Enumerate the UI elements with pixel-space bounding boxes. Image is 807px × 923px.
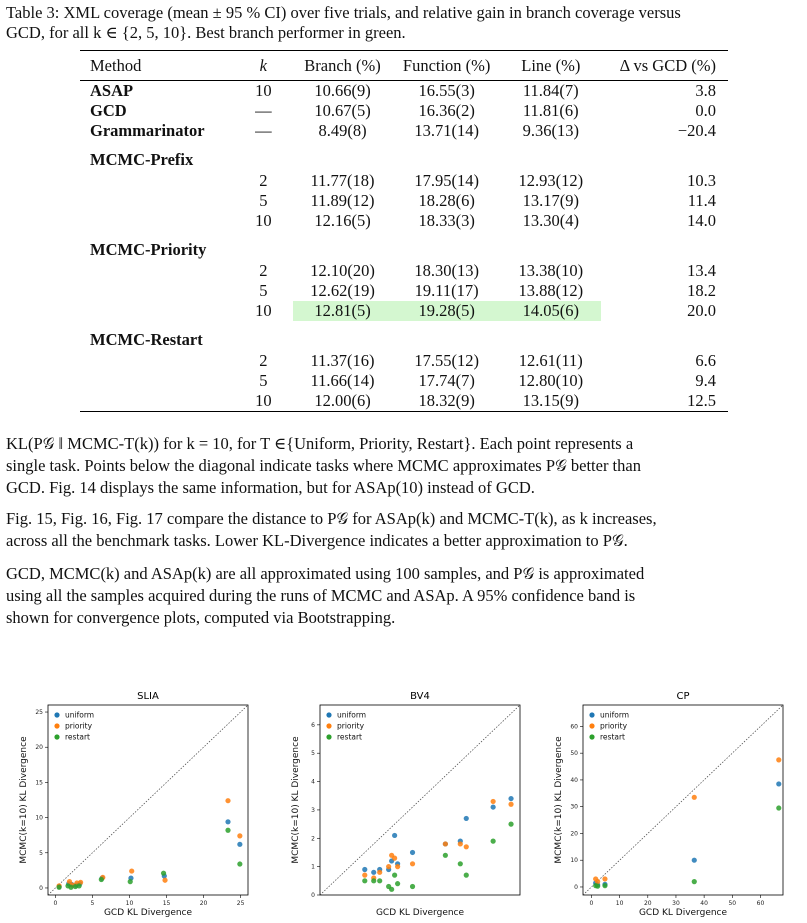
cell-method: ASAP <box>90 81 134 100</box>
paragraph-1 <box>6 433 804 499</box>
data-point-uniform <box>776 781 781 786</box>
legend-label-uniform: uniform <box>65 710 95 720</box>
cell-function: 18.30(13) <box>414 261 479 280</box>
table-row <box>80 391 728 412</box>
cell-k: 10 <box>255 301 272 320</box>
data-point-uniform <box>491 804 496 809</box>
cell-branch: 10.67(5) <box>314 101 371 120</box>
data-point-restart <box>395 881 400 886</box>
legend-label-uniform: uniform <box>600 710 630 720</box>
y-axis-label: MCMC(k=10) KL Divergence <box>291 736 301 864</box>
p3-line-2: using all the samples acquired during the runs of MCMC and ASAp. A 95% confidence band is <box>6 586 636 605</box>
legend-marker-restart <box>326 734 331 739</box>
results-table <box>80 50 728 412</box>
y-tick-label: 60 <box>570 723 578 731</box>
cell-method <box>80 191 234 211</box>
plot-cp <box>545 680 795 923</box>
cell-k: 5 <box>259 281 268 300</box>
cell-delta: 6.6 <box>695 351 716 370</box>
data-point-priority <box>225 798 230 803</box>
spacer-row <box>80 321 728 329</box>
data-point-restart <box>410 884 415 889</box>
y-tick-label: 2 <box>311 835 315 843</box>
cell-line: 9.36(13) <box>522 121 579 140</box>
cell-line: 13.15(9) <box>501 391 600 412</box>
cell-method <box>80 301 234 321</box>
y-tick-label: 40 <box>570 776 578 784</box>
table-caption <box>6 3 804 43</box>
cell-k: — <box>255 101 272 120</box>
data-point-priority <box>410 861 415 866</box>
table-header-row <box>80 51 728 81</box>
chart-title: CP <box>676 691 690 702</box>
cell-branch: 12.00(6) <box>293 391 392 412</box>
legend-marker-priority <box>326 723 331 728</box>
x-tick-label: 15 <box>162 900 171 907</box>
data-point-priority <box>362 873 367 878</box>
y-tick-label: 0 <box>574 883 578 891</box>
x-tick-label: 0 <box>53 900 58 907</box>
data-point-priority <box>162 878 167 883</box>
data-point-priority <box>392 856 397 861</box>
data-point-restart <box>57 885 62 890</box>
y-tick-label: 3 <box>311 806 315 814</box>
y-axis-label: MCMC(k=10) KL Divergence <box>554 736 564 864</box>
data-point-uniform <box>225 819 230 824</box>
cell-delta: 0.0 <box>695 101 716 120</box>
cell-k: 10 <box>234 391 293 412</box>
p3-line-3: shown for convergence plots, computed via Bootstrapping. <box>6 608 396 627</box>
y-tick-label: 15 <box>35 779 43 787</box>
data-point-restart <box>128 879 133 884</box>
data-point-restart <box>602 883 607 888</box>
table-row <box>80 211 728 231</box>
data-point-uniform <box>508 796 513 801</box>
cell-delta: 18.2 <box>687 281 716 300</box>
cell-delta: 20.0 <box>687 301 716 320</box>
data-point-restart <box>389 887 394 892</box>
legend-label-priority: priority <box>65 721 93 731</box>
group-name: MCMC-Restart <box>90 330 203 349</box>
spacer-row <box>80 231 728 239</box>
cell-line: 13.38(10) <box>518 261 584 280</box>
data-point-priority <box>443 841 448 846</box>
x-tick-label: 50 <box>728 900 737 907</box>
data-point-restart <box>776 805 781 810</box>
cell-method: GCD <box>90 101 127 120</box>
cell-k: 10 <box>255 81 272 100</box>
data-point-restart <box>458 861 463 866</box>
cell-line: 14.05(6) <box>501 301 600 321</box>
y-tick-label: 5 <box>311 750 315 758</box>
y-tick-label: 50 <box>570 750 578 758</box>
scatter-chart-slia <box>10 680 260 918</box>
data-point-restart <box>595 884 600 889</box>
header-line: Line (%) <box>501 51 600 81</box>
table-body <box>80 81 728 412</box>
cell-method <box>80 391 234 412</box>
cell-delta: 3.8 <box>695 81 716 100</box>
legend-marker-uniform <box>326 712 331 717</box>
y-tick-label: 20 <box>35 744 43 752</box>
data-point-restart <box>371 878 376 883</box>
data-point-priority <box>386 864 391 869</box>
cell-line: 13.17(9) <box>522 191 579 210</box>
cell-function: 16.55(3) <box>418 81 475 100</box>
data-point-priority <box>464 844 469 849</box>
data-point-restart <box>692 879 697 884</box>
x-tick-label: 60 <box>756 900 765 907</box>
legend-label-priority: priority <box>600 721 628 731</box>
cell-branch: 12.16(5) <box>314 211 371 230</box>
table-row <box>80 261 728 281</box>
x-tick-label: 30 <box>672 900 680 907</box>
cell-line: 12.80(10) <box>518 371 584 390</box>
x-tick-label: 20 <box>199 900 208 907</box>
p1-line-1: KL(P𝒢 ‖ MCMC-T(k)) for k = 10, for T ∈{Uniform, Priority, Restart}. Each point represents a <box>6 434 634 453</box>
legend-marker-priority <box>54 723 59 728</box>
data-point-priority <box>395 864 400 869</box>
y-tick-label: 10 <box>570 857 578 865</box>
cell-delta: 13.4 <box>687 261 716 280</box>
y-tick-label: 25 <box>35 709 43 717</box>
cell-branch: 11.89(12) <box>310 191 375 210</box>
cell-delta: 10.3 <box>687 171 716 190</box>
data-point-uniform <box>464 816 469 821</box>
cell-function: 18.33(3) <box>418 211 475 230</box>
cell-delta: 9.4 <box>695 371 716 390</box>
p2-line-2: across all the benchmark tasks. Lower KL-Divergence indicates a better approximation to P𝒢. <box>6 531 628 550</box>
p2-line-1: Fig. 15, Fig. 16, Fig. 17 compare the distance to P𝒢 for ASAp(k) and MCMC-T(k), as k increases, <box>6 509 657 528</box>
data-point-restart <box>99 877 104 882</box>
group-header-row <box>80 149 728 171</box>
cell-k: — <box>255 121 272 140</box>
legend-marker-restart <box>589 734 594 739</box>
data-point-restart <box>77 883 82 888</box>
cell-k: 2 <box>259 171 268 190</box>
cell-delta: 11.4 <box>687 191 716 210</box>
header-delta: Δ vs GCD (%) <box>601 51 728 81</box>
data-point-priority <box>377 870 382 875</box>
legend-label-restart: restart <box>600 732 626 742</box>
x-tick-label: 25 <box>236 900 245 907</box>
table-row <box>80 301 728 321</box>
p1-line-2: single task. Points below the diagonal indicate tasks where MCMC approximates P𝒢 better than <box>6 456 641 475</box>
cell-branch: 11.37(16) <box>310 351 375 370</box>
y-tick-label: 1 <box>311 863 315 871</box>
data-point-restart <box>508 822 513 827</box>
cell-function: 17.55(12) <box>414 351 479 370</box>
y-axis-label: MCMC(k=10) KL Divergence <box>19 736 29 864</box>
cell-function: 18.28(6) <box>418 191 475 210</box>
plot-bv4 <box>282 680 532 923</box>
data-point-restart <box>392 873 397 878</box>
data-point-priority <box>237 833 242 838</box>
header-function: Function (%) <box>392 51 501 81</box>
cell-method <box>80 211 234 231</box>
cell-k: 5 <box>259 371 268 390</box>
table-row <box>80 81 728 102</box>
y-tick-label: 30 <box>570 803 578 811</box>
table-row <box>80 121 728 141</box>
scatter-chart-bv4 <box>282 680 532 918</box>
cell-line: 12.93(12) <box>518 171 584 190</box>
cell-branch: 12.10(20) <box>310 261 375 280</box>
chart-title: BV4 <box>410 691 430 702</box>
cell-branch: 11.77(18) <box>310 171 375 190</box>
cell-k: 10 <box>255 211 272 230</box>
data-point-restart <box>464 873 469 878</box>
table-row <box>80 171 728 191</box>
caption-line-2: GCD, for all k ∈ {2, 5, 10}. Best branch performer in green. <box>6 23 406 42</box>
cell-line: 13.30(4) <box>522 211 579 230</box>
cell-function: 16.36(2) <box>418 101 475 120</box>
cell-function: 13.71(14) <box>414 121 479 140</box>
data-point-uniform <box>237 842 242 847</box>
cell-function: 17.95(14) <box>414 171 479 190</box>
p3-line-1: GCD, MCMC(k) and ASAp(k) are all approximated using 100 samples, and P𝒢 is approximated <box>6 564 645 583</box>
cell-branch: 10.66(9) <box>314 81 371 100</box>
data-point-uniform <box>362 867 367 872</box>
legend-label-restart: restart <box>65 732 91 742</box>
cell-method <box>80 261 234 281</box>
data-point-priority <box>692 795 697 800</box>
cell-method: Grammarinator <box>90 121 205 140</box>
table-row <box>80 371 728 391</box>
x-tick-label: 10 <box>615 900 624 907</box>
header-branch: Branch (%) <box>293 51 392 81</box>
legend-marker-uniform <box>589 712 594 717</box>
y-tick-label: 6 <box>311 721 315 729</box>
data-point-restart <box>68 885 73 890</box>
cell-method <box>80 371 234 391</box>
data-point-priority <box>508 802 513 807</box>
plot-slia <box>10 680 260 923</box>
legend-label-uniform: uniform <box>337 710 367 720</box>
cell-method <box>80 281 234 301</box>
legend-marker-restart <box>54 734 59 739</box>
data-point-priority <box>491 799 496 804</box>
x-tick-label: 0 <box>589 900 594 907</box>
chart-title: SLIA <box>137 691 159 702</box>
cell-function: 19.11(17) <box>414 281 479 300</box>
cell-branch: 12.81(5) <box>293 301 392 321</box>
y-tick-label: 0 <box>311 892 315 899</box>
data-point-uniform <box>392 833 397 838</box>
table-row <box>80 281 728 301</box>
cell-line: 12.61(11) <box>518 351 583 370</box>
data-point-restart <box>225 828 230 833</box>
group-name: MCMC-Prefix <box>90 150 194 169</box>
cell-line: 11.84(7) <box>522 81 579 100</box>
legend-label-priority: priority <box>337 721 365 731</box>
scatter-chart-cp <box>545 680 795 918</box>
data-point-priority <box>129 868 134 873</box>
p1-line-3: GCD. Fig. 14 displays the same information, but for ASAp(10) instead of GCD. <box>6 478 535 497</box>
table-row <box>80 351 728 371</box>
table-row <box>80 191 728 211</box>
x-axis-label: GCD KL Divergence <box>375 908 465 918</box>
table-row <box>80 101 728 121</box>
legend-marker-uniform <box>54 712 59 717</box>
group-name: MCMC-Priority <box>90 240 207 259</box>
cell-method <box>80 351 234 371</box>
y-tick-label: 0 <box>39 884 43 892</box>
cell-branch: 8.49(8) <box>318 121 367 140</box>
data-point-priority <box>776 757 781 762</box>
cell-line: 11.81(6) <box>522 101 579 120</box>
cell-function: 17.74(7) <box>418 371 475 390</box>
data-point-restart <box>443 853 448 858</box>
cell-method <box>80 171 234 191</box>
data-point-restart <box>161 871 166 876</box>
y-tick-label: 10 <box>35 814 43 822</box>
data-point-restart <box>237 861 242 866</box>
cell-branch: 11.66(14) <box>310 371 375 390</box>
spacer-row <box>80 141 728 149</box>
data-point-uniform <box>410 850 415 855</box>
x-axis-label: GCD KL Divergence <box>103 908 193 918</box>
data-point-restart <box>362 878 367 883</box>
y-tick-label: 20 <box>570 830 578 838</box>
group-header-row <box>80 239 728 261</box>
y-tick-label: 5 <box>39 849 43 857</box>
cell-delta: 14.0 <box>687 211 716 230</box>
paragraph-3 <box>6 563 804 629</box>
data-point-uniform <box>692 858 697 863</box>
cell-function: 19.28(5) <box>392 301 501 321</box>
x-tick-label: 10 <box>125 900 134 907</box>
cell-k: 2 <box>259 261 268 280</box>
cell-delta: 12.5 <box>601 391 728 412</box>
legend-marker-priority <box>589 723 594 728</box>
legend-label-restart: restart <box>337 732 363 742</box>
header-k: k <box>234 51 293 81</box>
paragraph-2 <box>6 508 804 552</box>
data-point-priority <box>602 876 607 881</box>
data-point-uniform <box>371 870 376 875</box>
x-tick-label: 20 <box>643 900 652 907</box>
y-tick-label: 4 <box>311 778 315 786</box>
group-header-row <box>80 329 728 351</box>
cell-k: 2 <box>259 351 268 370</box>
caption-line-1: Table 3: XML coverage (mean ± 95 % CI) over five trials, and relative gain in branch coverage versus <box>6 3 681 22</box>
cell-function: 18.32(9) <box>392 391 501 412</box>
header-method: Method <box>80 51 234 81</box>
x-tick-label: 5 <box>90 900 95 907</box>
cell-delta: −20.4 <box>677 121 716 140</box>
data-point-restart <box>491 839 496 844</box>
cell-k: 5 <box>259 191 268 210</box>
cell-line: 13.88(12) <box>518 281 584 300</box>
x-axis-label: GCD KL Divergence <box>638 908 728 918</box>
x-tick-label: 40 <box>700 900 708 907</box>
data-point-priority <box>458 841 463 846</box>
data-point-restart <box>377 878 382 883</box>
cell-branch: 12.62(19) <box>310 281 375 300</box>
